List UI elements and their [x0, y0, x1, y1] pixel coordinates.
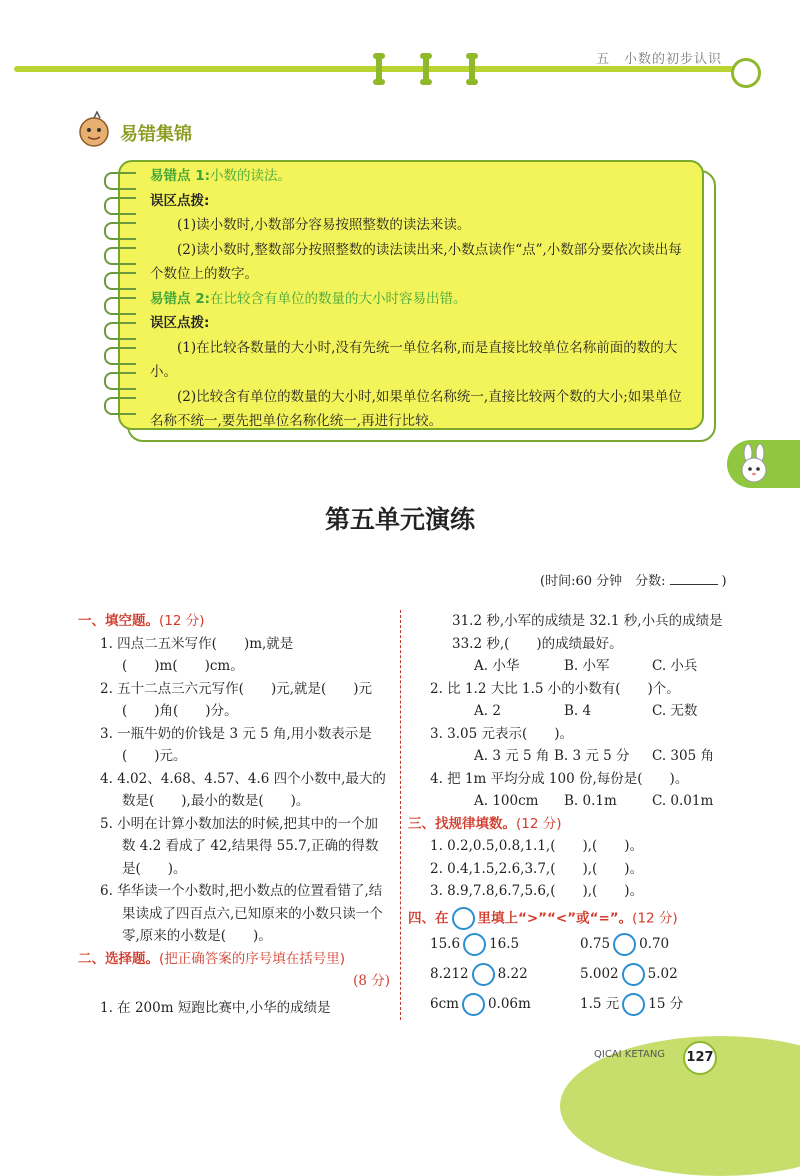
option: C. 305 角	[652, 748, 714, 764]
choice-options	[430, 655, 730, 678]
question: 3. 3.05 元表示( )。	[430, 725, 574, 742]
answer-circle[interactable]	[463, 933, 486, 956]
question: 2. 比 1.2 大比 1.5 小的小数有( )个。	[430, 680, 680, 697]
left-column	[78, 610, 390, 1019]
option: A. 小华	[474, 658, 520, 674]
answer-circle-icon	[452, 907, 475, 930]
question: 1. 在 200m 短跑比赛中,小华的成绩是	[100, 999, 331, 1016]
compare-row	[430, 990, 730, 1020]
unit-title: 第五单元演练	[324, 505, 475, 534]
spiral-ring	[104, 297, 136, 315]
question: 6. 华华读一个小数时,把小数点的位置看错了,结果读成了四百点六,已知原来的小数只读一个零,原来的小数是( )。	[100, 883, 383, 944]
section-heading	[408, 813, 730, 836]
page-number: 127	[683, 1041, 717, 1075]
time-label: (时间:60 分钟 分数:	[540, 574, 666, 589]
compare-value: 8.22	[497, 966, 528, 983]
option: A. 3 元 5 角	[474, 748, 550, 764]
tips-label: 误区点拨:	[150, 315, 210, 331]
bunny-icon	[735, 444, 773, 484]
mascot-icon	[74, 110, 114, 150]
choice-options	[430, 790, 730, 813]
compare-row	[430, 930, 730, 960]
score-blank[interactable]	[670, 584, 718, 585]
column-divider	[400, 610, 401, 1020]
spiral-ring	[104, 372, 136, 390]
tips-label: 误区点拨:	[150, 192, 210, 209]
compare-value: 5.002	[580, 966, 619, 983]
answer-circle[interactable]	[462, 993, 485, 1016]
answer-circle[interactable]	[622, 993, 645, 1016]
heading-text: 一、填空题。	[78, 613, 159, 629]
tip-text: (1)读小数时,小数部分容易按照整数的读法来读。	[177, 217, 471, 233]
error-point-label: 易错点 1:	[150, 168, 210, 184]
question: 4. 4.02、4.68、4.57、4.6 四个小数中,最大的数是( ),最小的数是( )。	[100, 770, 386, 809]
binder-ring	[469, 53, 475, 85]
heading-note: (把正确答案的序号填在括号里)	[159, 950, 346, 967]
answer-circle[interactable]	[472, 963, 495, 986]
option: A. 2	[474, 703, 501, 719]
spiral-ring	[104, 197, 136, 215]
binder-ring	[376, 53, 382, 85]
section-heading	[78, 948, 390, 971]
heading-text: 三、找规律填数。	[408, 815, 516, 832]
section-heading	[78, 610, 390, 633]
compare-row	[430, 960, 730, 990]
heading-text: 四、在	[408, 910, 449, 926]
spiral-ring	[104, 347, 136, 365]
chapter-icon	[731, 58, 761, 88]
option: C. 无数	[652, 703, 698, 719]
spiral-ring	[104, 247, 136, 265]
compare-value: 0.70	[639, 936, 670, 953]
option: B. 3 元 5 分	[554, 748, 630, 764]
right-column	[408, 610, 730, 1020]
question: 1. 四点二五米写作( )m,就是( )m( )cm。	[100, 635, 294, 674]
compare-value: 15 分	[648, 996, 684, 1013]
pattern-question: 1. 0.2,0.5,0.8,1.1,( ),( )。	[430, 838, 644, 854]
option: B. 4	[564, 703, 592, 719]
spiral-ring	[104, 222, 136, 240]
question: 5. 小明在计算小数加法的时候,把其中的一个加数 4.2 看成了 42,结果得 55.7,正确的得数是( )。	[100, 815, 379, 877]
compare-value: 16.5	[489, 936, 520, 953]
compare-value: 8.212	[430, 966, 469, 983]
heading-points: (12 分)	[159, 613, 205, 629]
question: 3. 一瓶牛奶的价钱是 3 元 5 角,用小数表示是( )元。	[100, 725, 372, 764]
spiral-ring	[104, 172, 136, 190]
footer-label: QICAI KETANG	[594, 1049, 666, 1060]
spiral-ring	[104, 397, 136, 415]
spiral-ring	[104, 322, 136, 340]
pattern-question: 2. 0.4,1.5,2.6,3.7,( ),( )。	[430, 860, 644, 877]
compare-value: 0.06m	[487, 996, 531, 1013]
error-point-text: 小数的读法。	[210, 168, 291, 184]
choice-options	[430, 745, 730, 768]
option: C. 0.01m	[652, 793, 714, 809]
note-content	[150, 164, 690, 434]
heading-points	[78, 970, 390, 993]
compare-value: 1.5 元	[580, 996, 620, 1013]
time-suffix: )	[721, 574, 727, 589]
compare-value: 0.75	[580, 936, 611, 953]
answer-circle[interactable]	[613, 933, 636, 956]
question: 2. 五十二点三六元写作( )元,就是( )元( )角( )分。	[100, 680, 373, 719]
compare-value: 15.6	[430, 936, 461, 953]
option: B. 0.1m	[564, 793, 617, 809]
chapter-title: 五 小数的初步认识	[596, 52, 723, 67]
heading-points: (12 分)	[516, 815, 562, 832]
tip-text: (2)比较含有单位的数量的大小时,如果单位名称统一,直接比较两个数的大小;如果单位名称不统一,要先把单位名称化统一,再进行比较。	[150, 388, 682, 429]
question-continued: 31.2 秒,小军的成绩是 32.1 秒,小兵的成绩是 33.2 秒,( )的成绩最好。	[452, 613, 723, 652]
compare-value: 5.02	[647, 966, 678, 983]
heading-text: 二、选择题。	[78, 950, 159, 967]
compare-value: 6cm	[430, 996, 459, 1013]
option: A. 100cm	[474, 793, 539, 809]
heading-points: (12 分)	[632, 910, 678, 926]
option: C. 小兵	[652, 658, 698, 674]
question: 4. 把 1m 平均分成 100 份,每份是( )。	[430, 770, 689, 787]
choice-options	[430, 700, 730, 723]
tip-text: (2)读小数时,整数部分按照整数的读法读出来,小数点读作“点”,小数部分要依次读出每个数位上的数字。	[150, 241, 682, 282]
binder-ring	[423, 53, 429, 85]
section-heading	[408, 907, 730, 930]
pattern-question: 3. 8.9,7.8,6.7,5.6,( ),( )。	[430, 883, 644, 899]
heading-text: 里填上“>”“<”或“=”。	[477, 910, 633, 926]
tip-text: (1)在比较各数量的大小时,没有先统一单位名称,而是直接比较单位名称前面的数的大小。	[150, 339, 678, 380]
spiral-ring	[104, 272, 136, 290]
points-text: (8 分)	[353, 973, 390, 989]
option: B. 小军	[564, 658, 610, 674]
answer-circle[interactable]	[622, 963, 645, 986]
section-title: 易错集锦	[120, 124, 192, 145]
time-score	[540, 570, 727, 589]
error-point-text: 在比较含有单位的数量的大小时容易出错。	[210, 290, 467, 307]
error-point-label: 易错点 2:	[150, 290, 210, 307]
